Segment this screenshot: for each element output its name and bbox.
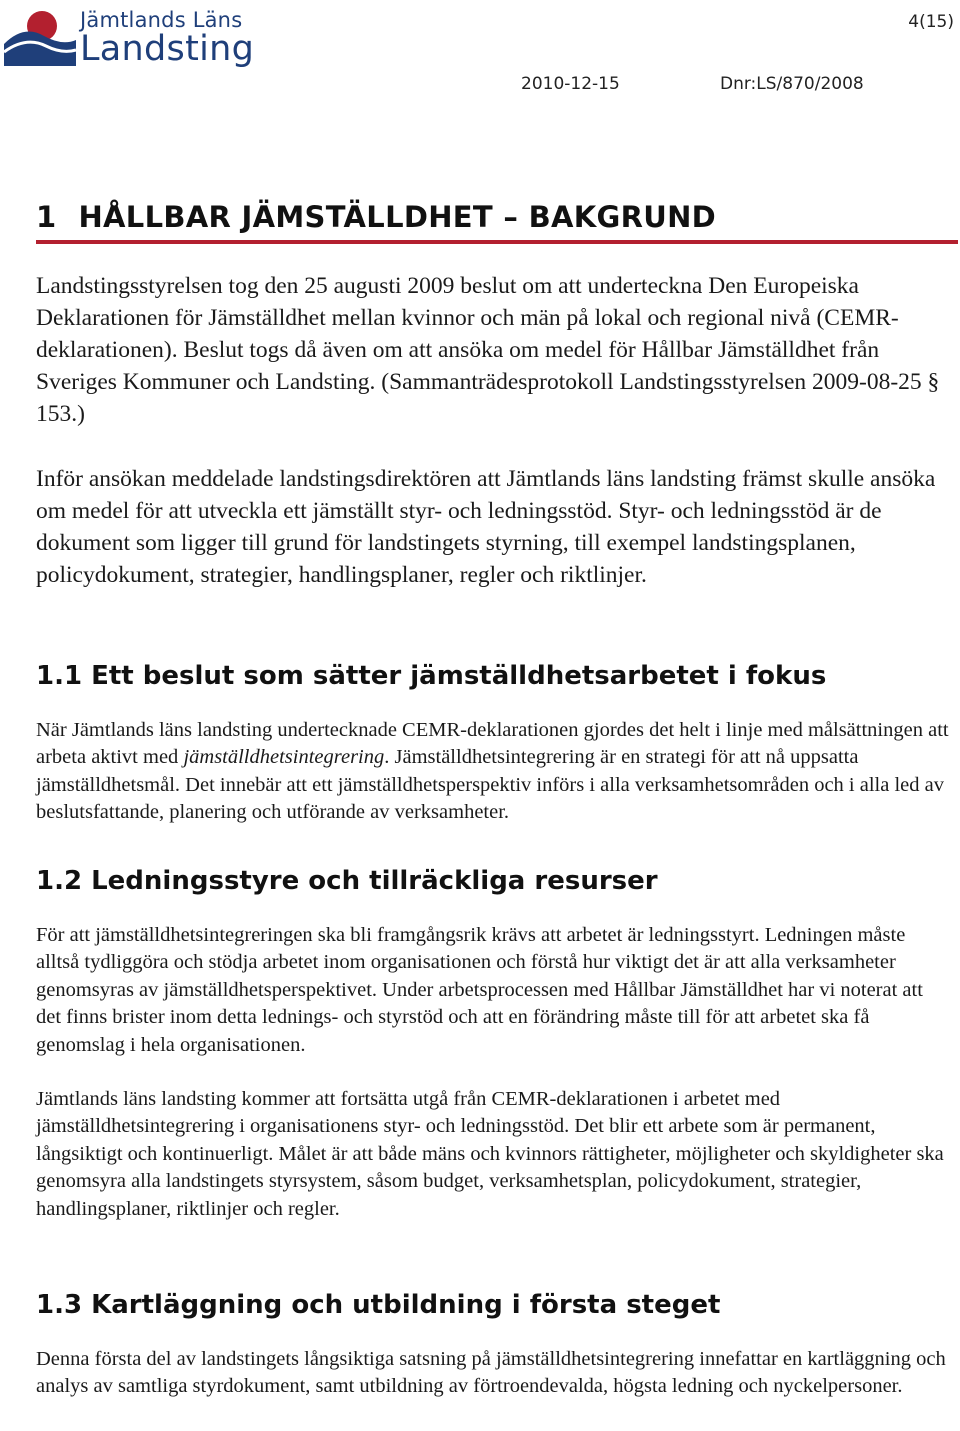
logo-text-line1: Jämtlands Läns — [80, 8, 243, 32]
section-1-3-paragraph: Denna första del av landstingets långsiktiga satsning på jämställdhetsintegrering innefattar en kartläggning och analys av samtliga styrdokument, samt utbildning av förtroendevalda, högsta ledning och nyckelpersoner. — [36, 1348, 946, 1398]
section-1-number: 1 — [36, 200, 57, 234]
document-reference: Dnr:LS/870/2008 — [720, 74, 864, 94]
document-date: 2010-12-15 — [521, 74, 620, 94]
landsting-logo — [4, 0, 255, 72]
section-1-2-heading: 1.2 Ledningsstyre och tillräckliga resurser — [36, 866, 658, 896]
logo-text-line2: Landsting — [80, 29, 255, 69]
section-1-2-paragraph-1: För att jämställdhetsintegreringen ska bli framgångsrik krävs att arbetet är ledningsstyrt. Ledningen måste alltså tydliggöra och stödja arbetet inom organisationen och förstå hur viktigt det är att alla verksamheter genomsyras av jämställdhetsperspektivet. Under arbetsprocessen med Hållbar Jämställdhet har vi noterat att det finns brister inom detta lednings- och styrstöd och att en förändring måste till för att arbetet ska få genomslag i hela organisationen. — [36, 924, 923, 1056]
heading-divider — [36, 240, 958, 244]
section-1-1-text-b: . Jämställdhetsintegrering är en strategi för att nå uppsatta jämställdhetsmål. Det innebär att ett jämställdhetsperspektiv införs i alla verksamhetsområden och i alla led av beslutsfattande, planering och utförande av verksamheter. — [36, 746, 944, 824]
section-1-heading — [36, 200, 716, 234]
section-1-title: HÅLLBAR JÄMSTÄLLDHET – BAKGRUND — [78, 200, 717, 234]
section-1-1-paragraph — [36, 717, 951, 827]
section-1-paragraph-1: Landstingsstyrelsen tog den 25 augusti 2009 beslut om att underteckna Den Europeiska Deklarationen för Jämställdhet mellan kvinnor och män på lokal och regional nivå (CEMR-deklarationen). Beslut togs då även om att ansöka om medel för Hållbar Jämställdhet från Sveriges Kommuner och Landsting. (Sammanträdesprotokoll Landstingsstyrelsen 2009-08-25 § 153.) — [36, 273, 940, 427]
section-1-2-paragraph-2: Jämtlands läns landsting kommer att fortsätta utgå från CEMR-deklarationen i arbetet med jämställdhetsintegrering i organisationens styr- och ledningsstöd. Det blir ett arbete som är permanent, långsiktigt och kontinuerligt. Målet är att både mäns och kvinnors rättigheter, möjligheter och skyldigheter ska genomsyra alla landstingets styrsystem, såsom budget, verksamhetsplan, policydokument, strategier, handlingsplaner, riktlinjer och regler. — [36, 1088, 944, 1220]
page-header — [0, 0, 960, 110]
section-1-1-heading: 1.1 Ett beslut som sätter jämställdhetsarbetet i fokus — [36, 661, 827, 691]
section-1-1-emphasis: jämställdhetsintegrering — [183, 746, 385, 769]
page-number: 4(15) — [908, 12, 954, 32]
section-1-1-text-a: När Jämtlands läns landsting undertecknade CEMR-deklarationen gjordes det helt i linje med målsättningen att arbeta aktivt med — [36, 719, 949, 769]
section-1-3-heading: 1.3 Kartläggning och utbildning i första steget — [36, 1290, 721, 1320]
section-1-paragraph-2: Inför ansökan meddelade landstingsdirektören att Jämtlands läns landsting främst skulle ansöka om medel för att utveckla ett jämställt styr- och ledningsstöd. Styr- och ledningsstöd är de dokument som ligger till grund för landstingets styrning, till exempel landstingsplanen, policydokument, strategier, handlingsplaner, regler och riktlinjer. — [36, 466, 936, 588]
landsting-emblem-icon — [4, 0, 78, 72]
